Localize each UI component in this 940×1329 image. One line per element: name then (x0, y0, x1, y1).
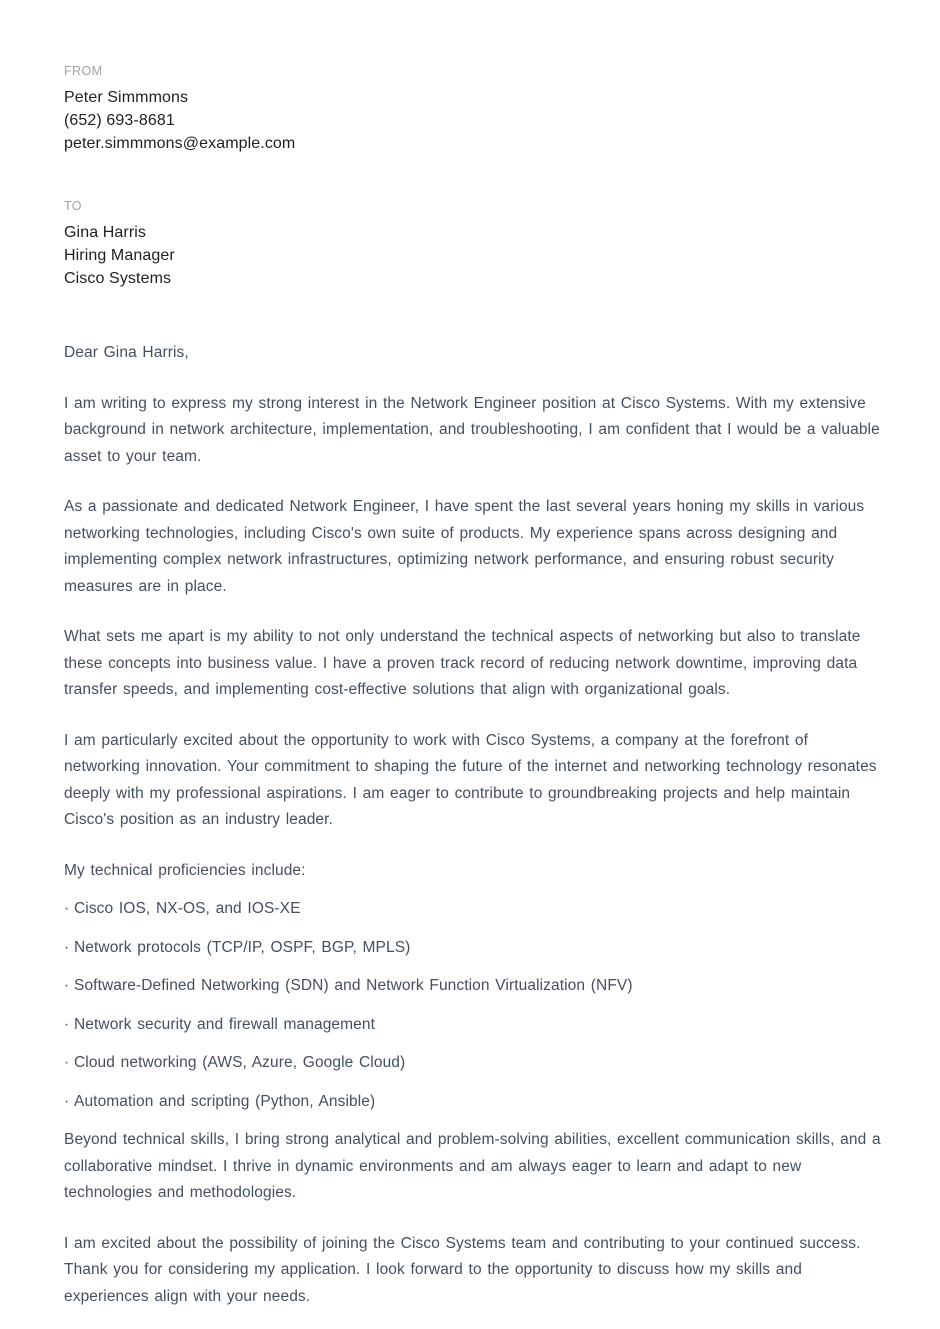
from-section (64, 64, 882, 155)
skill-text: Network protocols (TCP/IP, OSPF, BGP, MPLS) (74, 938, 411, 956)
bullet-dot-icon: · (64, 977, 70, 994)
skill-item (64, 1089, 882, 1116)
skill-item (64, 935, 882, 962)
paragraph-soft-skills: Beyond technical skills, I bring strong analytical and problem-solving abilities, excellent communication skills, and a collaborative mindset. I thrive in dynamic environments and am always eager to learn and adapt to new technologies and methodologies. (64, 1131, 881, 1201)
to-label: TO (64, 199, 82, 213)
bullet-dot-icon: · (64, 1054, 70, 1071)
recipient-company: Cisco Systems (64, 270, 172, 287)
sender-name: Peter Simmmons (64, 89, 189, 106)
paragraph-differentiator: What sets me apart is my ability to not only understand the technical aspects of networking but also to translate these concepts into business value. I have a proven track record of reducing network downtime, improving data transfer speeds, and implementing cost-effective solutions that align with organizational goals. (64, 628, 861, 698)
paragraph-experience: As a passionate and dedicated Network Engineer, I have spent the last several years honing my skills in various networking technologies, including Cisco's own suite of products. My experience spans across designing and implementing complex network infrastructures, optimizing network performance, and ensuring robust security measures are in place. (64, 498, 865, 595)
bullet-dot-icon: · (64, 1092, 70, 1110)
paragraph-motivation: I am particularly excited about the opportunity to work with Cisco Systems, a company at the forefront of networking innovation. Your commitment to shaping the future of the internet and networking technology resonates deeply with my professional aspirations. I am eager to contribute to groundbreaking projects and help maintain Cisco's position as an industry leader. (64, 731, 877, 828)
bullet-dot-icon: · (64, 900, 70, 917)
skill-text: Cloud networking (AWS, Azure, Google Cloud) (74, 1054, 406, 1071)
paragraph-closing: I am excited about the possibility of joining the Cisco Systems team and contributing to your continued success. Thank you for considering my application. I look forward to the opportunity to discuss how my skills and experiences align with your needs. (64, 1234, 861, 1305)
bullet-dot-icon: · (64, 938, 70, 956)
paragraph-intro: I am writing to express my strong interest in the Network Engineer position at Cisco Systems. With my extensive background in network architecture, implementation, and troubleshooting, I am confident that I would be a valuable asset to your team. (64, 394, 880, 465)
from-label: FROM (64, 64, 103, 78)
skill-text: Network security and firewall management (74, 1015, 375, 1033)
bullet-dot-icon: · (64, 1015, 70, 1033)
skills-list (64, 896, 882, 1115)
skill-item (64, 1050, 882, 1077)
recipient-job-title: Hiring Manager (64, 247, 175, 264)
sender-email: peter.simmmons@example.com (64, 135, 296, 152)
recipient-name: Gina Harris (64, 224, 147, 241)
skill-item (64, 896, 882, 923)
skill-text: Software-Defined Networking (SDN) and Network Function Virtualization (NFV) (74, 977, 633, 994)
skill-text: Automation and scripting (Python, Ansible) (74, 1092, 376, 1110)
skill-item (64, 1012, 882, 1039)
skills-intro: My technical proficiencies include: (64, 861, 306, 879)
skill-item (64, 973, 882, 1000)
sender-phone: (652) 693-8681 (64, 112, 175, 129)
skill-text: Cisco IOS, NX-OS, and IOS-XE (74, 900, 301, 917)
salutation: Dear Gina Harris, (64, 344, 189, 361)
to-section (64, 199, 882, 290)
